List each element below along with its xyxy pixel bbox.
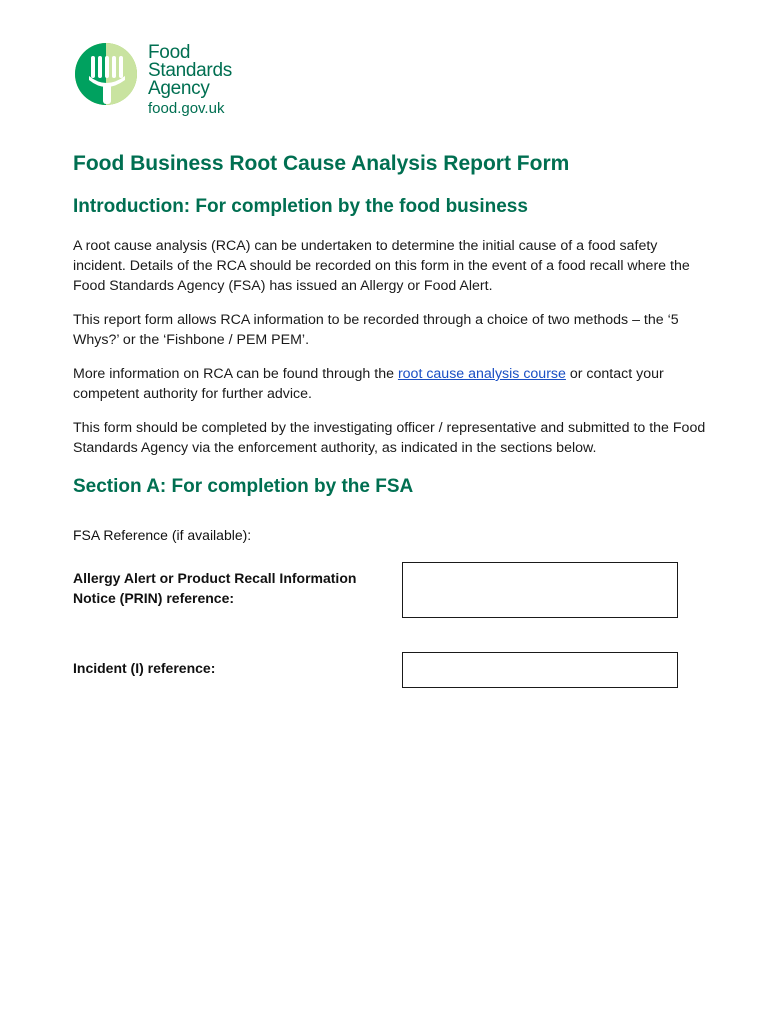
incident-reference-input[interactable] bbox=[402, 652, 678, 688]
fork-leaf-icon bbox=[72, 42, 140, 106]
intro-paragraph-2: This report form allows RCA information to be recorded through a choice of two methods – the ‘5 Whys?’ or the ‘Fishbone / PEM PEM’. bbox=[73, 312, 679, 348]
intro-paragraph-3 bbox=[73, 364, 713, 404]
fsa-logo bbox=[72, 42, 232, 118]
intro-paragraph-1: A root cause analysis (RCA) can be undertaken to determine the initial cause of a food safety incident. Details of the RCA should be recorded on this form in the event of a food recall where the Food Standards Agency (FSA) has issued an Allergy or Food Alert. bbox=[73, 238, 690, 294]
intro-heading: Introduction: For completion by the food business bbox=[73, 196, 528, 217]
logo-site: food.gov.uk bbox=[148, 100, 225, 117]
intro-paragraph-3-end: or contact your competent authority for further advice. bbox=[73, 366, 664, 402]
logo-wordmark bbox=[148, 44, 232, 118]
logo-line-1: Food bbox=[148, 42, 191, 63]
intro-paragraph-3-start: More information on RCA can be found through the bbox=[73, 366, 398, 382]
intro-paragraph-4: This form should be completed by the investigating officer / representative and submitted to the Food Standards Agency via the enforcement authority, as indicated in the sections below. bbox=[73, 420, 706, 456]
prin-reference-input[interactable] bbox=[402, 562, 678, 618]
page-title: Food Business Root Cause Analysis Report Form bbox=[73, 152, 570, 175]
prin-reference-label: Allergy Alert or Product Recall Information Notice (PRIN) reference: bbox=[73, 570, 357, 606]
document-body bbox=[73, 150, 713, 500]
logo-line-3: Agency bbox=[148, 78, 210, 99]
logo-line-2: Standards bbox=[148, 60, 232, 81]
section-a-heading: Section A: For completion by the FSA bbox=[73, 476, 414, 497]
incident-reference-label: Incident (I) reference: bbox=[73, 660, 216, 676]
fsa-reference-label: FSA Reference (if available): bbox=[73, 527, 252, 543]
rca-course-link[interactable]: root cause analysis course bbox=[397, 366, 566, 382]
